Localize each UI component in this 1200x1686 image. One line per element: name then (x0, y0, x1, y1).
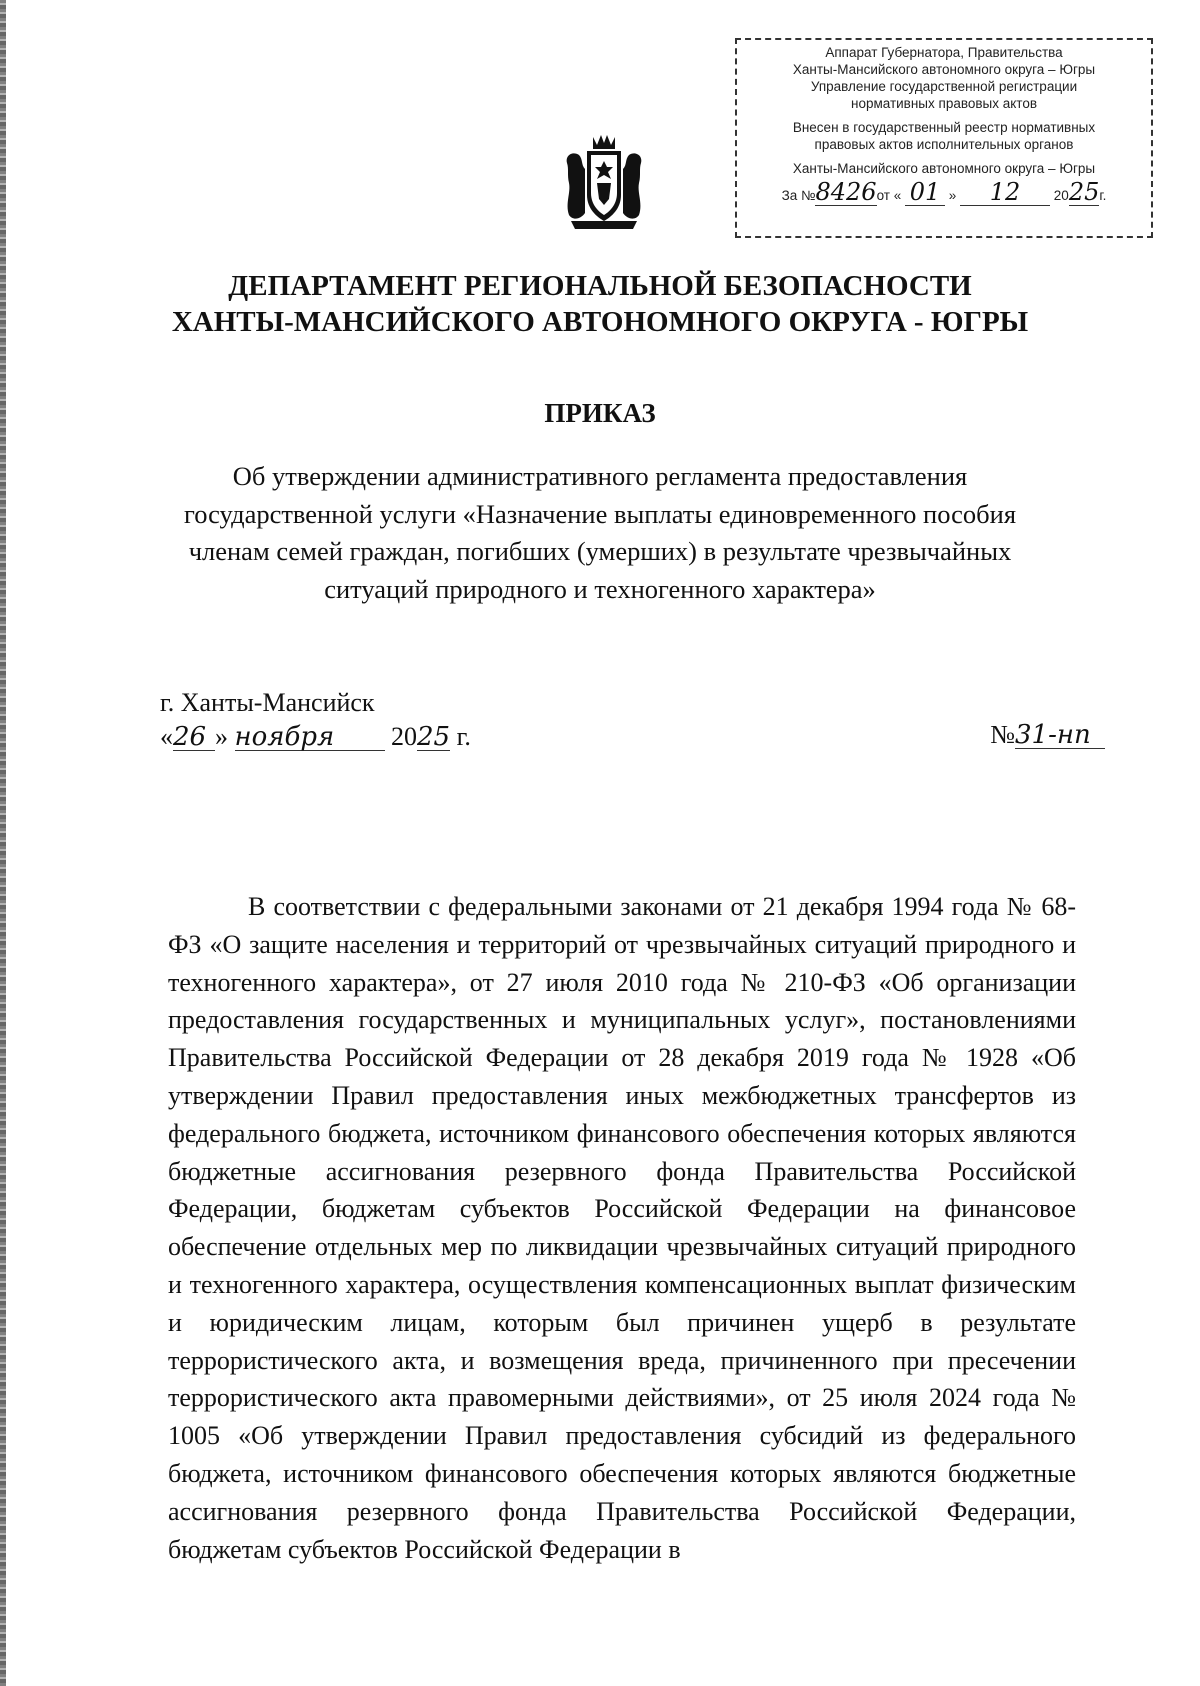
department-line: ХАНТЫ-МАНСИЙСКОГО АВТОНОМНОГО ОКРУГА - ЮГРЫ (171, 306, 1029, 338)
stamp-reg-day: 01 (905, 179, 945, 206)
date-year-prefix: 20 (391, 722, 417, 751)
date-open-quote: « (160, 722, 173, 751)
stamp-reg-number: 8426 (815, 178, 877, 206)
date-year-suffix: г. (456, 722, 471, 751)
stamp-reg-year-suffix: г. (1099, 188, 1107, 203)
order-number-value: 31-нп (1015, 722, 1105, 749)
subject-line: Об утверждении административного регламента предоставления (232, 461, 968, 491)
order-subject (150, 458, 1050, 608)
stamp-reg-month: 12 (960, 179, 1050, 206)
stamp-line: Ханты-Мансийского автономного округа – Югры (792, 161, 1096, 176)
stamp-line: Ханты-Мансийского автономного округа – Югры (792, 62, 1096, 77)
stamp-line: Внесен в государственный реестр нормативных (792, 120, 1096, 135)
scan-edge (0, 0, 6, 1686)
order-date (160, 722, 471, 752)
order-number (990, 720, 1105, 750)
order-title: ПРИКАЗ (544, 398, 656, 428)
stamp-line: Аппарат Губернатора, Правительства (825, 45, 1063, 60)
department-line: ДЕПАРТАМЕНТ РЕГИОНАЛЬНОЙ БЕЗОПАСНОСТИ (228, 270, 972, 302)
city-name: г. Ханты-Мансийск (160, 688, 375, 717)
department-heading (0, 268, 1200, 340)
stamp-reg-year: 25 (1068, 178, 1100, 206)
stamp-reg-year-prefix: 20 (1053, 188, 1069, 203)
stamp-line: нормативных правовых актов (850, 96, 1038, 111)
date-month: ноября (235, 724, 385, 751)
date-day: 26 (173, 724, 215, 751)
subject-line: государственной услуги «Назначение выплаты единовременного пособия (183, 498, 1017, 529)
body-paragraph: В соответствии с федеральными законами от 21 декабря 1994 года № 68-ФЗ «О защите населения и территорий от чрезвычайных ситуаций природного и техногенного характера», от 27 июля 2010 года № 210-ФЗ «Об организации предоставления государственных и муниципальных услуг», постановлениями Правительства Российской Федерации от 28 декабря 2019 года № 1928 «Об утверждении Правил предоставления иных межбюджетных трансфертов из федерального бюджета, источником финансового обеспечения которых являются бюджетные ассигнования резервного фонда Правительства Российской Федерации, бюджетам субъектов Российской Федерации на финансовое обеспечение отдельных мер по ликвидации чрезвычайных ситуаций природного и техногенного характера, осуществления компенсационных выплат физическим и юридическим лицам, которым был причинен ущерб в результате террористического акта, и возмещения вреда, причиненного при пресечении террористического акта правомерными действиями», от 25 июля 2024 года № 1005 «Об утверждении Правил предоставления субсидий из федерального бюджета, источником финансового обеспечения которых являются бюджетные ассигнования резервного фонда Правительства Российской Федерации, бюджетам субъектов Российской Федерации в (168, 892, 1076, 1564)
stamp-reg-close: » (948, 188, 957, 203)
subject-line: членам семей граждан, погибших (умерших) в результате чрезвычайных (188, 536, 1012, 566)
order-number-prefix: № (990, 720, 1015, 749)
subject-line: ситуаций природного и техногенного характера» (324, 573, 876, 604)
stamp-reg-prefix: За № (781, 188, 816, 203)
stamp-reg-from: от « (876, 188, 902, 203)
stamp-line: Управление государственной регистрации (810, 79, 1078, 94)
stamp-registration-row (737, 179, 1151, 206)
coat-of-arms-icon (563, 133, 645, 231)
registration-stamp (735, 38, 1153, 238)
stamp-line: правовых актов исполнительных органов (814, 137, 1074, 152)
date-year: 25 (417, 722, 451, 752)
date-close-quote: » (215, 722, 228, 751)
